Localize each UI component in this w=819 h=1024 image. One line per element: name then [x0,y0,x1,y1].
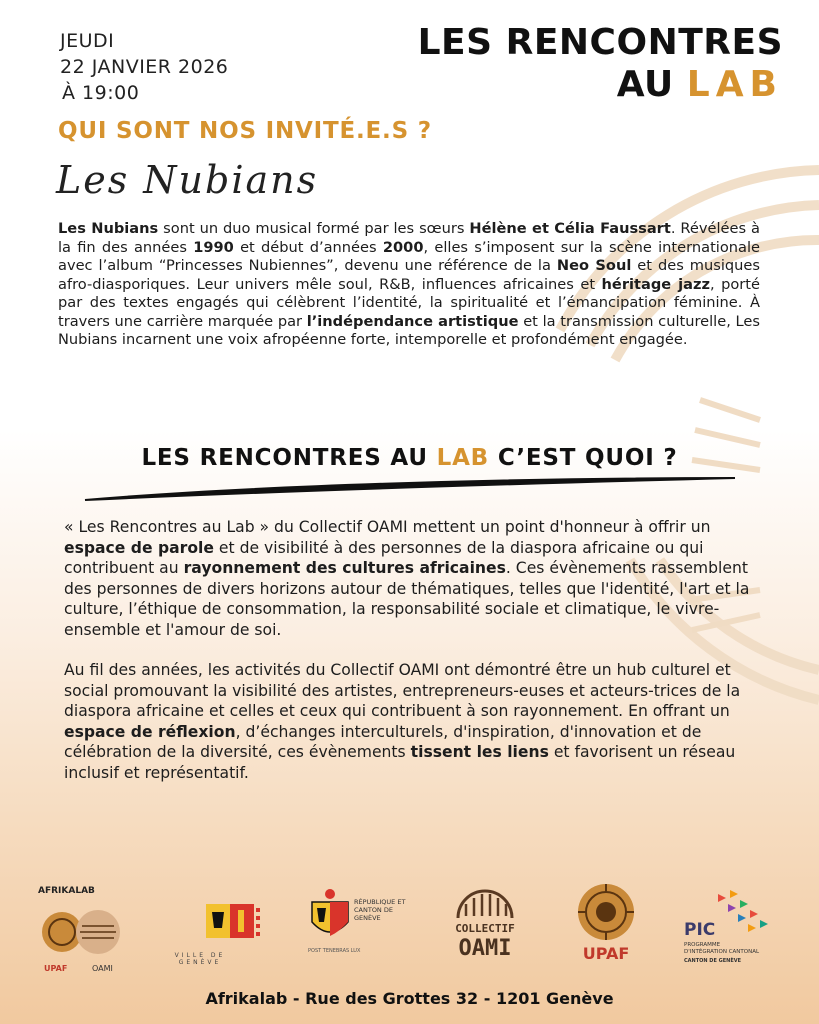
text-run: et favorisent un réseau inclusif et représentatif. [64,743,736,782]
republique-motto: POST TENEBRAS LUX [308,948,361,954]
canton-shield-icon [308,888,352,944]
collectif-text: COLLECTIF [455,922,515,935]
text-run: sont un duo musical formé par les sœurs [158,220,470,237]
text-run: et de visibilité à des personnes de la diaspora africaine ou qui contribuent au [64,538,704,577]
text-run: . Ces évènements rassemblent des personnes de divers horizons autour de thématiques, telles que l'identité, l'art et la culture, l’éthique de consommation, la responsabilité sociale et climatique, le vivre-ensemble et l'amour de soi. [64,559,750,639]
pic-line3: CANTON DE GENÈVE [684,958,742,964]
date-full: 22 JANVIER 2026 [60,56,229,78]
date-time: À 19:00 [62,82,140,104]
title-lab: LAB [686,64,783,105]
footer-address: Afrikalab - Rue des Grottes 32 - 1201 Genève [205,989,614,1008]
afrikalab-emblem-icon [38,900,126,960]
about-heading-prefix: LES RENCONTRES AU [141,445,428,471]
text-run: , d’échanges interculturels, d'inspiration, d'innovation et de célébration de la diversité, ces évènements [64,722,702,761]
ville-geneve-logo [160,902,270,972]
about-heading-lab: LAB [436,445,489,471]
guest-bio [58,220,760,350]
bold-text: 1990 [193,238,234,256]
text-run: et la transmission culturelle, Les Nubians incarnent une voix afropéenne forte, intemporelle et profondément engagée. [58,312,760,348]
pic-text: PIC [684,920,716,940]
guests-heading: QUI SONT NOS INVITÉ.E.S ? [58,118,432,144]
text-run: et début d’années [233,238,383,256]
title-line1: LES RENCONTRES [417,22,783,63]
event-date [60,28,228,106]
upaf-emblem-icon [574,882,638,942]
ville-geneve-text: VILLE DE GENÈVE [174,952,226,966]
date-day: JEUDI [60,30,115,52]
bold-text: espace de parole [64,538,214,557]
text-run: « Les Rencontres au Lab » du Collectif OAMI mettent un point d'honneur à offrir un [64,518,711,536]
pic-logo [684,890,784,970]
collectif-oami-logo [440,884,530,969]
upaf-text: UPAF [582,944,630,963]
text-run: , porté par des textes engagés qui célèbrent l’identité, la spiritualité et l’émancipation féminine. À travers une carrière marquée par [58,275,761,330]
bold-text: espace de réflexion [64,722,236,741]
bold-text: l’indépendance artistique [306,312,519,330]
geneva-coat-of-arms-icon [204,902,264,946]
about-text [64,517,764,783]
main-title [418,22,783,106]
title-line2 [418,64,783,106]
afrikalab-logo [38,886,126,976]
republique-text: RÉPUBLIQUE ET CANTON DE GENÈVE [354,898,406,922]
pic-line1: PROGRAMME [684,942,721,948]
about-heading-suffix: C’EST QUOI ? [497,445,678,471]
upaf-logo [574,882,638,972]
about-paragraph-1 [64,517,764,640]
about-paragraph-2 [64,660,764,783]
guest-script-name: Les Nubians [56,158,319,202]
pic-arrows-icon [712,890,772,934]
bold-text: Les Nubians [58,220,159,237]
text-run: et des musiques afro-diasporiques. Leur univers mêle soul, R&B, influences africaines et [58,257,760,293]
bold-text: héritage jazz [601,275,710,293]
afrikalab-oami-text: OAMI [92,964,113,973]
afrikalab-logo-text: AFRIKALAB [38,886,95,896]
pic-line2: D'INTÉGRATION CANTONAL [684,949,760,955]
oami-text: OAMI [458,936,512,961]
about-heading [0,445,819,471]
bold-text: rayonnement des cultures africaines [183,559,506,577]
afrikalab-upaf-text: UPAF [44,964,68,973]
text-run: . Révélées à la fin des années [58,220,760,256]
text-run: Au fil des années, les activités du Collectif OAMI ont démontré être un hub culturel et social promouvant la visibilité des artistes, entrepreneurs-euses et acteurs-trices de la diaspora africaine et celles et ceux qui contribuent à son rayonnement. En offrant un [64,661,741,720]
bold-text: tissent les liens [410,743,549,761]
republique-geneve-logo [308,888,408,968]
bold-text: 2000 [382,238,424,256]
bold-text: Neo Soul [556,257,632,274]
partner-logos [0,880,819,980]
oami-arch-icon [440,884,530,920]
text-run: , elles s’imposent sur la scène internationale avec l’album “Princesses Nubiennes”, devenu une référence de la [58,238,760,274]
title-au: AU [616,64,674,105]
bold-text: Hélène et Célia Faussart [469,220,671,237]
